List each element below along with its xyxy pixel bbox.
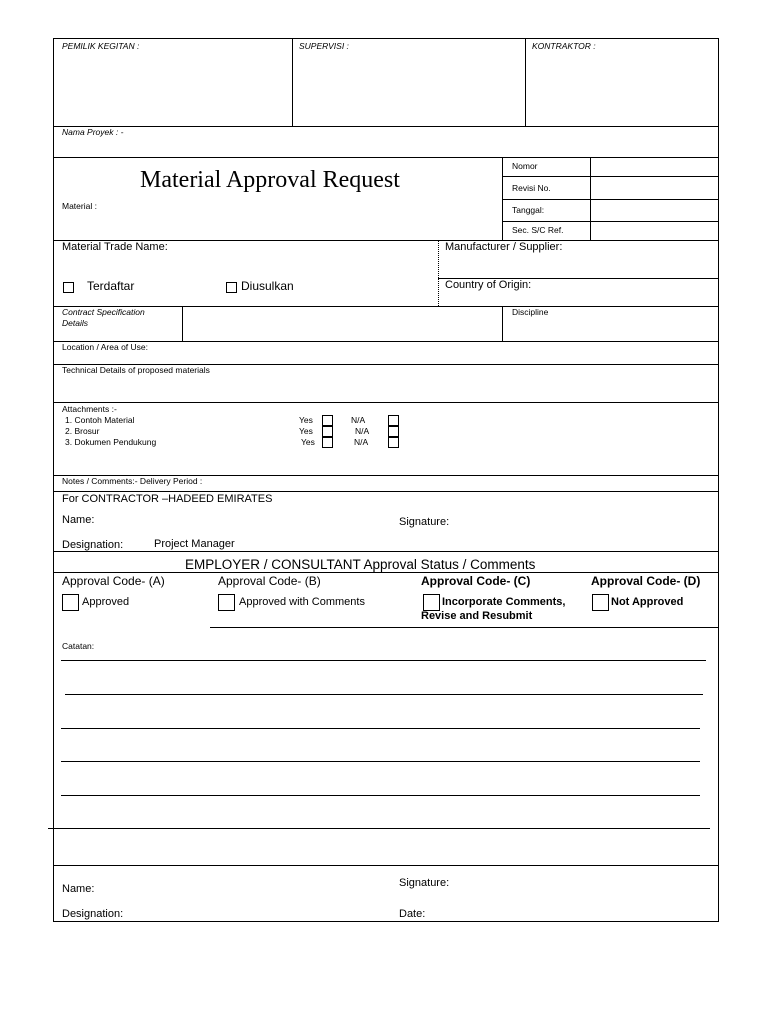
sec-sc-ref-field[interactable] xyxy=(591,222,718,240)
contractor-name-label: Name: xyxy=(62,514,95,526)
divider xyxy=(210,627,719,628)
contract-spec-label-line2: Details xyxy=(62,318,88,328)
pemilik-kegitan-label: PEMILIK KEGITAN : xyxy=(62,41,140,51)
attachment-na-label: N/A xyxy=(354,437,369,447)
catatan-label: Catatan: xyxy=(62,641,95,651)
contractor-signature-label: Signature: xyxy=(399,516,450,528)
divider xyxy=(292,39,293,127)
catatan-line[interactable] xyxy=(65,694,703,695)
not-approved-label: Not Approved xyxy=(611,596,684,608)
attachment-item-label: 1. Contoh Material xyxy=(65,415,135,425)
approval-code-d-label: Approval Code- (D) xyxy=(591,574,701,588)
divider xyxy=(54,572,719,573)
revise-resubmit-label: Revise and Resubmit xyxy=(421,610,533,622)
dokumen-pendukung-yes-checkbox[interactable] xyxy=(322,437,333,448)
footer-designation-label: Designation: xyxy=(62,908,124,920)
attachment-yes-label: Yes xyxy=(299,426,313,436)
divider xyxy=(54,341,719,342)
divider xyxy=(525,39,526,127)
contractor-heading: For CONTRACTOR –HADEED EMIRATES xyxy=(62,493,273,505)
contoh-material-na-checkbox[interactable] xyxy=(388,415,399,426)
approved-label: Approved xyxy=(82,596,130,608)
revisi-label: Revisi No. xyxy=(512,183,551,193)
nomor-field[interactable] xyxy=(591,158,718,176)
notes-comments-label: Notes / Comments:- Delivery Period : xyxy=(62,476,203,486)
diusulkan-checkbox[interactable] xyxy=(226,282,237,293)
attachment-na-label: N/A xyxy=(351,415,366,425)
approval-code-b-label: Approval Code- (B) xyxy=(218,574,321,588)
material-field[interactable] xyxy=(114,199,494,239)
incorporate-comments-checkbox[interactable] xyxy=(423,594,440,611)
attachment-yes-label: Yes xyxy=(299,415,313,425)
supervisi-label: SUPERVISI : xyxy=(299,41,349,51)
approved-checkbox[interactable] xyxy=(62,594,79,611)
approved-with-comments-checkbox[interactable] xyxy=(218,594,235,611)
divider xyxy=(54,126,719,127)
footer-signature-label: Signature: xyxy=(399,877,450,889)
brosur-yes-checkbox[interactable] xyxy=(322,426,333,437)
dokumen-pendukung-na-checkbox[interactable] xyxy=(388,437,399,448)
approved-with-comments-label: Approved with Comments xyxy=(239,596,365,608)
contractor-designation-value: Project Manager xyxy=(154,538,235,550)
attachment-item-label: 3. Dokumen Pendukung xyxy=(65,437,157,447)
sec-sc-ref-label: Sec. S/C Ref. xyxy=(512,225,564,235)
divider xyxy=(54,491,719,492)
terdaftar-label: Terdaftar xyxy=(87,279,135,293)
tanggal-field[interactable] xyxy=(591,200,718,221)
incorporate-comments-label: Incorporate Comments, xyxy=(442,596,566,608)
page-title: Material Approval Request xyxy=(140,167,400,193)
catatan-line[interactable] xyxy=(61,660,706,661)
attachment-item-label: 2. Brosur xyxy=(65,426,100,436)
contoh-material-yes-checkbox[interactable] xyxy=(322,415,333,426)
nomor-label: Nomor xyxy=(512,161,538,171)
revisi-field[interactable] xyxy=(591,177,718,199)
country-of-origin-label: Country of Origin: xyxy=(445,279,532,291)
footer-date-label: Date: xyxy=(399,908,426,920)
contractor-designation-label: Designation: xyxy=(62,539,124,551)
material-approval-form xyxy=(53,38,719,922)
attachment-na-label: N/A xyxy=(355,426,370,436)
location-area-label: Location / Area of Use: xyxy=(62,342,148,352)
contract-spec-label: Contract Specification xyxy=(62,307,145,317)
discipline-label: Discipline xyxy=(512,307,549,317)
contract-spec-field[interactable] xyxy=(183,307,501,340)
technical-details-label: Technical Details of proposed materials xyxy=(62,365,210,375)
attachment-yes-label: Yes xyxy=(301,437,315,447)
attachments-heading: Attachments :- xyxy=(62,404,117,414)
divider xyxy=(54,551,719,552)
not-approved-checkbox[interactable] xyxy=(592,594,609,611)
material-trade-name-label: Material Trade Name: xyxy=(62,241,168,253)
divider xyxy=(54,402,719,403)
catatan-line[interactable] xyxy=(48,828,710,829)
diusulkan-label: Diusulkan xyxy=(241,279,294,293)
brosur-na-checkbox[interactable] xyxy=(388,426,399,437)
approval-code-a-label: Approval Code- (A) xyxy=(62,574,165,588)
divider xyxy=(438,240,439,306)
manufacturer-supplier-label: Manufacturer / Supplier: xyxy=(445,241,563,253)
divider xyxy=(502,306,503,341)
tanggal-label: Tanggal: xyxy=(512,205,545,215)
catatan-line[interactable] xyxy=(61,795,700,796)
kontraktor-label: KONTRAKTOR : xyxy=(532,41,596,51)
approval-status-heading: EMPLOYER / CONSULTANT Approval Status / Comments xyxy=(185,557,536,572)
footer-name-label: Name: xyxy=(62,883,95,895)
approval-code-c-label: Approval Code- (C) xyxy=(421,574,531,588)
material-label: Material : xyxy=(62,201,97,211)
catatan-line[interactable] xyxy=(61,728,700,729)
terdaftar-checkbox[interactable] xyxy=(63,282,74,293)
divider xyxy=(54,865,719,866)
catatan-line[interactable] xyxy=(61,761,700,762)
nama-proyek-label: Nama Proyek : - xyxy=(62,127,124,137)
